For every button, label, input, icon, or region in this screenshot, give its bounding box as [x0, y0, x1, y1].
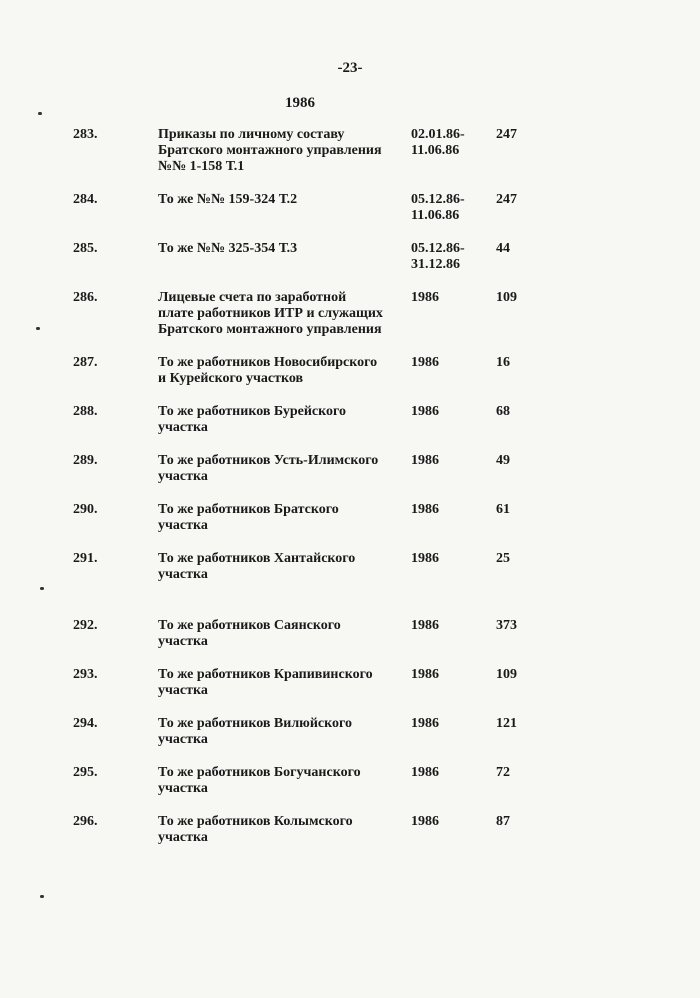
entry-date-line: 11.06.86	[411, 143, 460, 158]
entry-title	[158, 765, 408, 797]
entry-title-line: участка	[158, 518, 208, 533]
entry-title-line: То же работников Колымского	[158, 814, 353, 829]
entry-date-line: 1986	[411, 290, 439, 305]
entry-dates	[411, 290, 481, 306]
entry-dates	[411, 355, 481, 371]
entry-number: 288.	[73, 404, 98, 419]
entry-dates	[411, 127, 481, 159]
entry-date-line: 31.12.86	[411, 257, 460, 272]
entry-title-line: То же работников Усть-Илимского	[158, 453, 379, 468]
entry-title	[158, 290, 408, 338]
entry-title-line: Приказы по личному составу	[158, 127, 345, 142]
entry-dates	[411, 192, 481, 224]
entry-title-line: То же работников Хантайского	[158, 551, 356, 566]
entry-title-line: участка	[158, 567, 208, 582]
entry-number: 289.	[73, 453, 98, 468]
entry-title-line: Лицевые счета по заработной	[158, 290, 347, 305]
entry-sheet-count: 109	[496, 667, 517, 682]
entry-title-line: То же работников Богучанского	[158, 765, 361, 780]
entry-sheet-count: 109	[496, 290, 517, 305]
entry-title-line: участка	[158, 732, 208, 747]
entry-date-line: 1986	[411, 551, 439, 566]
entry-date-line: 11.06.86	[411, 208, 460, 223]
entry-title-line: участка	[158, 469, 208, 484]
entry-date-line: 1986	[411, 502, 439, 517]
entry-date-line: 1986	[411, 404, 439, 419]
entry-sheet-count: 16	[496, 355, 510, 370]
entry-title-line: и Курейского участков	[158, 371, 304, 386]
year-heading: 1986	[285, 95, 315, 111]
entry-title-line: То же работников Бурейского	[158, 404, 346, 419]
entry-number: 294.	[73, 716, 98, 731]
entry-date-line: 1986	[411, 355, 439, 370]
entry-date-line: 1986	[411, 814, 439, 829]
entry-title-line: То же работников Братского	[158, 502, 339, 517]
page-number: -23-	[337, 60, 363, 76]
entry-sheet-count: 49	[496, 453, 510, 468]
entry-sheet-count: 25	[496, 551, 510, 566]
entry-dates	[411, 453, 481, 469]
entry-dates	[411, 502, 481, 518]
entry-title-line: То же работников Крапивинского	[158, 667, 373, 682]
entry-dates	[411, 404, 481, 420]
entry-dates	[411, 814, 481, 830]
entry-dates	[411, 667, 481, 683]
entry-number: 287.	[73, 355, 98, 370]
entry-title-line: участка	[158, 830, 208, 845]
entry-title	[158, 716, 408, 748]
entry-title-line: То же работников Саянского	[158, 618, 341, 633]
scan-speck	[36, 327, 40, 330]
entry-number: 285.	[73, 241, 98, 256]
entry-title	[158, 667, 408, 699]
entry-title-line: То же работников Новосибирского	[158, 355, 378, 370]
entry-sheet-count: 72	[496, 765, 510, 780]
entry-title-line: участка	[158, 683, 208, 698]
entry-sheet-count: 121	[496, 716, 517, 731]
entry-number: 286.	[73, 290, 98, 305]
scan-speck	[40, 587, 44, 590]
entry-title-line: участка	[158, 781, 208, 796]
entry-number: 296.	[73, 814, 98, 829]
entry-title	[158, 241, 408, 257]
entry-sheet-count: 87	[496, 814, 510, 829]
entry-title	[158, 502, 408, 534]
entry-sheet-count: 44	[496, 241, 510, 256]
entry-title-line: плате работников ИТР и служащих	[158, 306, 383, 321]
entry-title	[158, 453, 408, 485]
entry-number: 295.	[73, 765, 98, 780]
entry-dates	[411, 241, 481, 273]
entry-title-line: №№ 1-158 Т.1	[158, 159, 245, 174]
entry-title	[158, 618, 408, 650]
entry-dates	[411, 551, 481, 567]
entry-sheet-count: 247	[496, 127, 517, 142]
entry-date-line: 1986	[411, 716, 439, 731]
entry-number: 292.	[73, 618, 98, 633]
entry-title	[158, 192, 408, 208]
entry-date-line: 05.12.86-	[411, 241, 465, 256]
entry-title	[158, 404, 408, 436]
entry-dates	[411, 765, 481, 781]
entry-title	[158, 127, 408, 175]
entry-sheet-count: 68	[496, 404, 510, 419]
entry-title	[158, 551, 408, 583]
scan-speck	[38, 112, 42, 115]
entry-date-line: 1986	[411, 765, 439, 780]
entry-title-line: То же №№ 159-324 Т.2	[158, 192, 298, 207]
entry-number: 283.	[73, 127, 98, 142]
entry-title	[158, 814, 408, 846]
entry-dates	[411, 716, 481, 732]
entry-number: 290.	[73, 502, 98, 517]
entry-sheet-count: 61	[496, 502, 510, 517]
entry-title-line: То же №№ 325-354 Т.3	[158, 241, 298, 256]
entry-title-line: Братского монтажного управления	[158, 143, 382, 158]
entry-title	[158, 355, 408, 387]
entry-dates	[411, 618, 481, 634]
entry-number: 293.	[73, 667, 98, 682]
entry-title-line: Братского монтажного управления	[158, 322, 382, 337]
entry-number: 284.	[73, 192, 98, 207]
entry-sheet-count: 373	[496, 618, 517, 633]
entry-date-line: 1986	[411, 667, 439, 682]
entry-sheet-count: 247	[496, 192, 517, 207]
entry-number: 291.	[73, 551, 98, 566]
entry-date-line: 02.01.86-	[411, 127, 465, 142]
entry-title-line: То же работников Вилюйского	[158, 716, 353, 731]
entry-date-line: 1986	[411, 618, 439, 633]
entry-title-line: участка	[158, 420, 208, 435]
scan-speck	[40, 895, 44, 898]
entry-date-line: 1986	[411, 453, 439, 468]
entry-date-line: 05.12.86-	[411, 192, 465, 207]
entry-title-line: участка	[158, 634, 208, 649]
